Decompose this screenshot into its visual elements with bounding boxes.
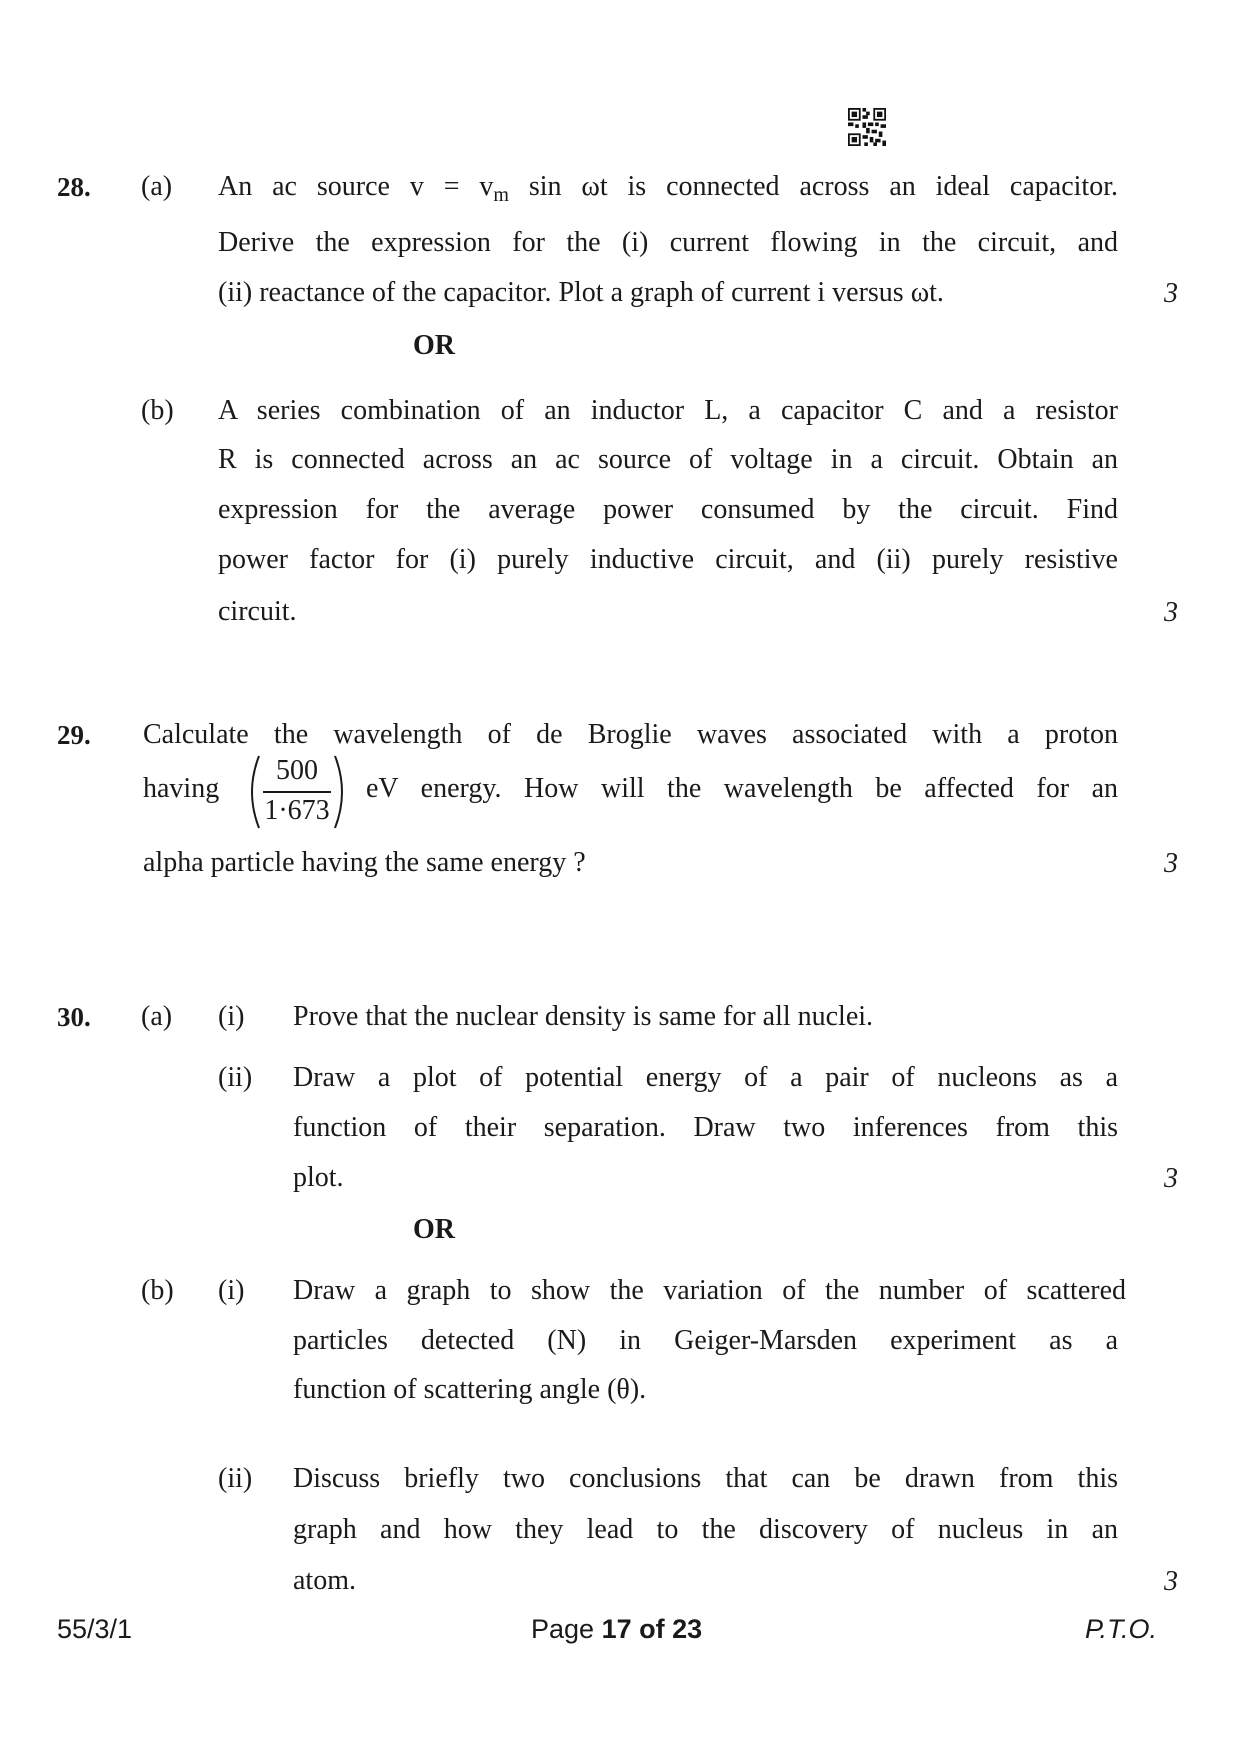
fraction-denominator: 1·673 — [264, 795, 330, 826]
qr-code-icon — [848, 108, 886, 146]
part-label: (b) — [141, 1275, 174, 1306]
question-text-line: alpha particle having the same energy ? — [143, 847, 586, 878]
question-text-line: Calculate the wavelength of de Broglie waves associated with a proton — [143, 719, 1118, 750]
question-text-line: Draw a graph to show the variation of the number of scattered — [293, 1275, 1126, 1306]
question-text-line: Derive the expression for the (i) current flowing in the circuit, and — [218, 227, 1118, 258]
part-label: (a) — [141, 171, 173, 202]
question-text-line: function of scattering angle (θ). — [293, 1374, 647, 1405]
pto-label: P.T.O. — [1085, 1614, 1158, 1644]
question-text-line: atom. — [293, 1565, 356, 1596]
or-separator: OR — [413, 330, 455, 361]
question-text-line: graph and how they lead to the discovery of nucleus in an — [293, 1514, 1118, 1545]
question-text-line: Discuss briefly two conclusions that can be drawn from this — [293, 1463, 1118, 1494]
subpart-label: (i) — [218, 1275, 245, 1306]
part-label: (a) — [141, 1001, 173, 1032]
marks: 3 — [1164, 597, 1178, 628]
marks: 3 — [1164, 848, 1178, 879]
question-text-line: plot. — [293, 1162, 344, 1193]
subpart-label: (ii) — [218, 1463, 253, 1494]
question-text-line: An ac source $v = v_m$ sin ωt is connected across an ideal capacitor. — [218, 171, 1118, 206]
question-text-line: expression for the average power consumed by the circuit. Find — [218, 494, 1118, 525]
question-text-line: power factor for (i) purely inductive circuit, and (ii) purely resistive — [218, 544, 1118, 575]
question-text-line: Prove that the nuclear density is same for all nuclei. — [293, 1001, 874, 1032]
question-text-line: circuit. — [218, 596, 297, 627]
question-text-line: R is connected across an ac source of voltage in a circuit. Obtain an — [218, 444, 1118, 475]
question-text-line: having — [143, 773, 220, 804]
question-text-line: eV energy. How will the wavelength be affected for an — [366, 773, 1118, 804]
question-number: 29. — [57, 720, 91, 750]
paper-code: 55/3/1 — [57, 1614, 133, 1644]
marks: 3 — [1164, 1566, 1178, 1597]
question-text-line: function of their separation. Draw two inferences from this — [293, 1112, 1118, 1143]
question-text-line: A series combination of an inductor L, a capacitor C and a resistor — [218, 395, 1118, 426]
question-text-line: Draw a plot of potential energy of a pair of nucleons as a — [293, 1062, 1118, 1093]
question-text-line: (ii) reactance of the capacitor. Plot a graph of current i versus ωt. — [218, 277, 944, 308]
or-separator: OR — [413, 1214, 455, 1245]
marks: 3 — [1164, 278, 1178, 309]
part-label: (b) — [141, 395, 174, 426]
marks: 3 — [1164, 1163, 1178, 1194]
question-number: 28. — [57, 172, 91, 202]
fraction-numerator: 500 — [276, 755, 318, 786]
question-text-line: particles detected (N) in Geiger-Marsden experiment as a — [293, 1325, 1118, 1356]
question-number: 30. — [57, 1002, 91, 1032]
subpart-label: (i) — [218, 1001, 245, 1032]
subpart-label: (ii) — [218, 1062, 253, 1093]
page-number: Page 17 of 23 — [531, 1614, 703, 1644]
